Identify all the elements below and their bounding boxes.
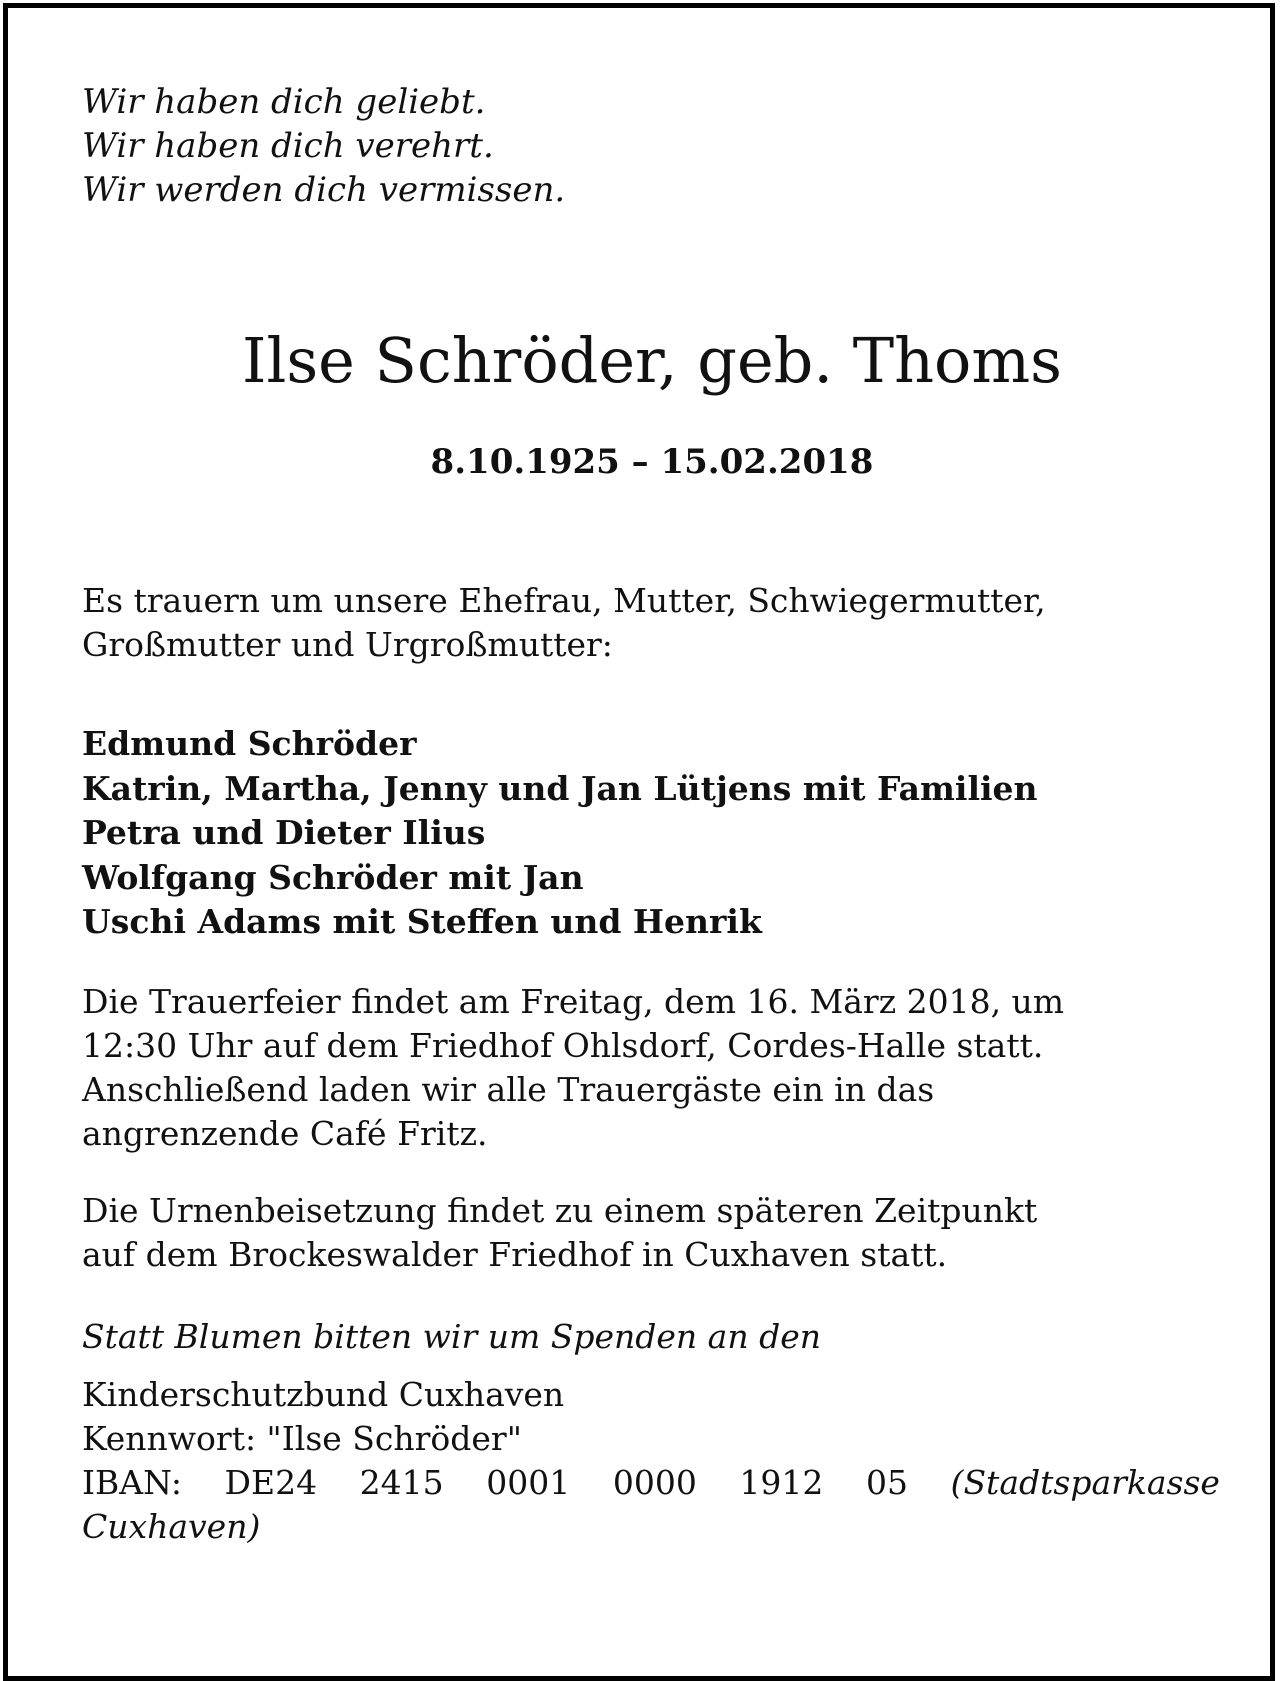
ceremony-line: angrenzende Café Fritz. <box>82 1113 488 1153</box>
iban-group: 0001 <box>486 1462 571 1502</box>
bank-name-continued: Cuxhaven) <box>82 1506 261 1546</box>
iban-group: 2415 <box>359 1462 444 1502</box>
donation-details <box>82 1373 1222 1549</box>
verse-line: Wir haben dich geliebt. <box>82 82 486 122</box>
donation-intro: Statt Blumen bitten wir um Spenden an den <box>82 1316 821 1356</box>
mourning-intro-line: Es trauern um unsere Ehefrau, Mutter, Schwiegermutter, <box>82 581 1046 620</box>
donation-keyword: Kennwort: "Ilse Schröder" <box>82 1418 522 1458</box>
verse <box>82 80 1222 212</box>
ceremony-line: Anschließend laden wir alle Trauergäste ein in das <box>82 1069 935 1109</box>
mourner-name: Edmund Schröder <box>82 724 417 763</box>
life-dates: 8.10.1925 – 15.02.2018 <box>430 442 874 482</box>
urn-line: Die Urnenbeisetzung findet zu einem späteren Zeitpunkt <box>82 1190 1038 1230</box>
iban-group: 1912 <box>739 1462 824 1502</box>
notice-frame <box>3 3 1275 1681</box>
mourning-intro <box>82 579 1222 667</box>
iban-label: IBAN: <box>82 1462 182 1502</box>
mourner-name: Petra und Dieter Ilius <box>82 813 486 852</box>
iban-group: 05 <box>865 1462 908 1502</box>
notice-content <box>82 80 1222 1549</box>
ceremony-line: Die Trauerfeier findet am Freitag, dem 16. März 2018, um <box>82 981 1065 1021</box>
ceremony-line: 12:30 Uhr auf dem Friedhof Ohlsdorf, Cordes-Halle statt. <box>82 1025 1044 1065</box>
iban-group: DE24 <box>224 1462 318 1502</box>
urn-line: auf dem Brockeswalder Friedhof in Cuxhaven statt. <box>82 1234 948 1274</box>
mourner-name: Katrin, Martha, Jenny und Jan Lütjens mit Familien <box>82 768 1038 808</box>
urn-burial-info <box>82 1189 1222 1277</box>
ceremony-info <box>82 980 1222 1156</box>
mourning-intro-line: Großmutter und Urgroßmutter: <box>82 625 613 664</box>
bank-name: (Stadtsparkasse <box>950 1462 1220 1502</box>
verse-line: Wir werden dich vermissen. <box>82 170 566 210</box>
donation-recipient: Kinderschutzbund Cuxhaven <box>82 1374 565 1414</box>
iban-group: 0000 <box>612 1462 697 1502</box>
mourner-name: Uschi Adams mit Steffen und Henrik <box>82 902 762 941</box>
mourners-list <box>82 722 1222 945</box>
iban-line <box>82 1461 1220 1505</box>
deceased-name: Ilse Schröder, geb. Thoms <box>242 324 1062 397</box>
verse-line: Wir haben dich verehrt. <box>82 126 494 166</box>
mourner-name: Wolfgang Schröder mit Jan <box>82 857 584 897</box>
